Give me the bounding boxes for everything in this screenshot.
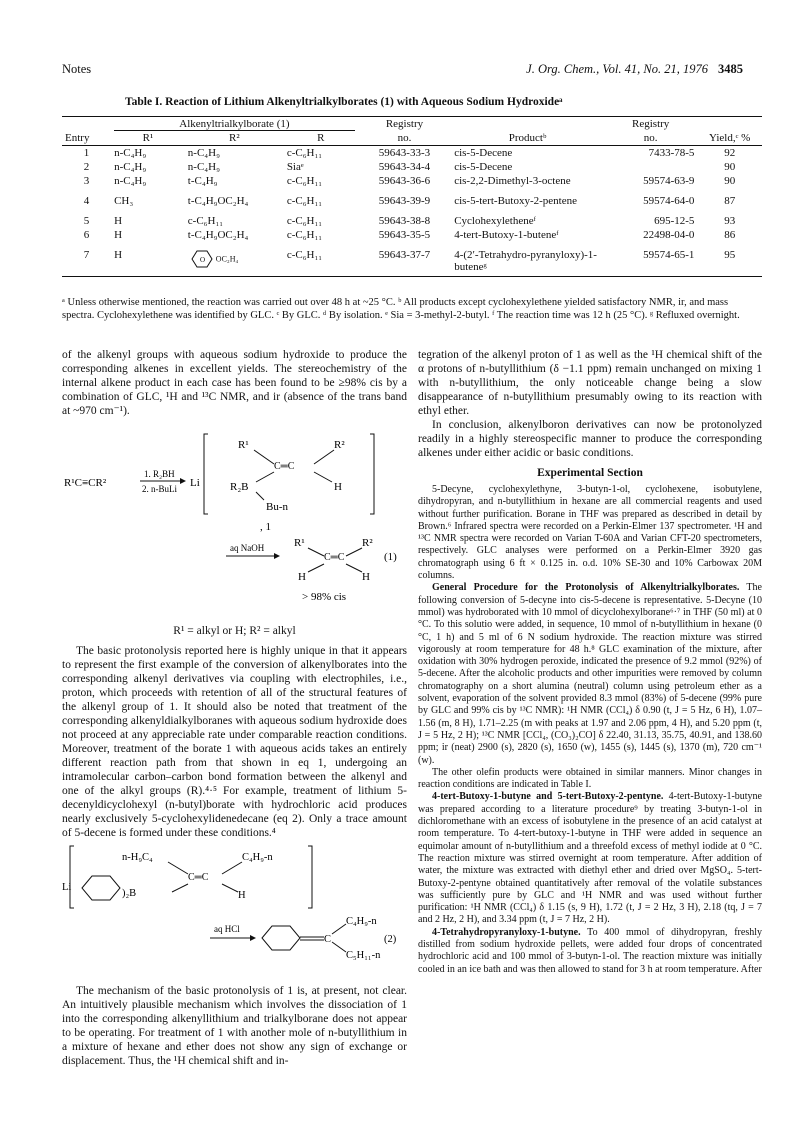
cell-yield: 87 [724,195,736,207]
scheme-definition [62,624,407,638]
paragraph: In conclusion, alkenylboron derivatives can now be protonolyzed readily in a highly stereospecific manner to produce the corresponding alkenes under either acidic or basic conditions. [418,419,762,459]
cell-r1: H [114,229,123,241]
prod-h2: H [362,571,370,583]
cell-r: Siaᵉ [286,161,304,173]
cell-r2 [185,248,284,277]
table-row [62,146,762,161]
table-row [62,194,762,208]
cell-reg: 59643-33-3 [378,147,431,159]
table-row [62,160,762,174]
r2b-label: R₂B [230,481,249,493]
cell-yield: 93 [724,215,736,227]
r1-label: R¹ [238,439,249,451]
cell-product: cis-5-tert-Butoxy-2-pentene [454,195,577,207]
cell-product: cis-5-Decene [454,161,513,173]
paragraph [418,582,762,766]
cell-r: c-C₆H₁₁ [286,229,323,241]
paragraph: 5-Decyne, cyclohexylethyne, 3-butyn-1-ol, cyclohexene, isobutylene, dihydropyran, and n-butyllithium in hexane are all commercial reagents and used without further purification. Borane in THF was prepared as described in detail by Brown.⁶ Infrared spectra were recorded on a Perkin-Elmer 137 spectrometer. ¹H and ¹³C NMR spectra were recorded on Varian T-60A and Varian CFT-20 spectrometers, respectively. GLC analyses were performed on a Perkin-Elmer 3920 gas chromatograph using 6 ft × 0.125 in. o.d. 10% SE-30 and 10% Carbowax 20M columns. [418,484,762,582]
registry-header-2: Registry [604,117,697,132]
cell-preg [604,160,697,174]
cell-preg: 59574-63-9 [643,175,695,187]
left-column-top [62,348,407,418]
section-heading: Experimental Section [537,467,643,479]
cell-r1: H [114,215,123,227]
cell-r1: n-C₄H₉ [114,161,147,173]
cis-label: > 98% cis [302,591,347,603]
col-product: Productᵇ [451,131,604,146]
paragraph-body: To 400 mmol of dihydropyran, freshly distilled from sodium hydroxide pellets, were added four drops of concentrated hydrochloric acid and 100 mmol of 3-butyn-1-ol. The reaction mixture was initially cooled in an ice bath and was then allowed to stand for 3 h at room temperature. After [418,926,762,975]
col-r: R [284,131,358,146]
paragraph: The mechanism of the basic protonolysis of 1 is, at present, not clear. An intuitively plausible mechanism which involves the dissociation of 1 into the corresponding alkenyllithium and trialkylborane does not appear to be operating. For treatment of 1 with another mole of n-butyllithium in a mixture of hexane and ether does not show any sign of exchange or displacement. Thus, the ¹H chemical shift and in- [62,985,407,1067]
cell-r1: n-C₄H₉ [114,175,147,187]
cell-yield: 90 [724,175,736,187]
cell-entry: 6 [83,229,90,241]
h-label-2: H [238,890,246,901]
cell-preg: 7433-78-5 [648,147,695,159]
scheme-eq2 [62,840,407,970]
cell-preg: 59574-65-1 [604,248,697,277]
paragraph-body: The following conversion of 5-decyne into cis-5-decene is representative. 5-Decyne (10 mmol) was hydroborated with 10 mmol of dicyclohexylborane⁶·⁷ in THF (50 ml) at 0 °C. To this solutio were added, in sequence, 10 mmol of n-butyllithium in hexane (0 °C, 1 h) and 5 ml of 6 N sodium hydroxide. The reaction mixture was stirred vigorously at room temperature for 48 h.⁸ GLC examination of the mixture, after oxidation with 30% hydrogen peroxide, indicated the presence of 9.2 mmol (92%) of 5-decene. After the alcoholic products and other impurities were removed by column chromatography on a short alumina (neutral) column using petroleum ether as a solvent, evaporation of the solvent provided 8.3 mmol (83%) of 5-decene (99% pure by GLC and 99% cis by ¹³C NMR): ¹H NMR (CCl₄) δ 0.90 (t, J = 5 Hz, 6 H), 1.07–1.56 (m, 8 H), 1.71–2.25 (m with peaks at 1.97 and 2.06 ppm, 4 H), and 5.20 ppm (t, J = 5 Hz, 2 H); ¹³C NMR [CCl₄, (CO₃)₂CO] δ 22.40, 31.13, 35.75, 40.91, and 138.60 ppm; ir (neat) 2900 (s), 2820 (s), 1650 (w), 1455 (s), 1445 (s), 1370 (m), 720 cm⁻¹ (w). [418,582,762,766]
cell-reg: 59643-36-6 [378,175,431,187]
right-column [418,348,762,976]
cell-product: 4-tert-Butoxy-1-buteneᶠ [454,229,559,241]
journal-citation: J. Org. Chem., Vol. 41, No. 21, 1976 [526,62,708,76]
bu-label: Bu-n [266,501,288,513]
cell-reg: 59643-39-9 [378,195,431,207]
paragraph-title: 4-Tetrahydropyranyloxy-1-butyne. [432,926,581,938]
thp-ring-icon [188,249,216,269]
cell-r2: t-C₄H₉ [187,175,218,187]
cell-entry: 3 [83,175,90,187]
reagent-1: 1. R₂BH [144,469,175,479]
col-yield: Yield,ᶜ % [697,131,762,146]
cell-r2: c-C₆H₁₁ [187,215,224,227]
cell-entry: 5 [83,215,90,227]
cell-entry: 7 [62,248,111,277]
table-row [62,214,762,228]
cell-r2: t-C₄H₉OC₂H₄ [187,195,249,207]
c4b-label: C₄H₉-n [346,916,377,927]
prod-r1: R¹ [294,537,305,549]
cell-entry: 2 [83,161,90,173]
cell-reg: 59643-38-8 [378,215,431,227]
svg-text:O: O [199,256,205,264]
reagent-2: 2. n-BuLi [142,484,177,494]
cell-preg: 22498-04-0 [643,229,695,241]
cell-reg: 59643-35-5 [378,229,431,241]
nh-label: n-H₉C₄ [122,852,153,863]
li-label-2: Li [62,882,72,893]
cell-r2: n-C₄H₉ [187,161,220,173]
cell-preg: 59574-64-0 [643,195,695,207]
svg-text:C═C: C═C [274,461,295,472]
table-footnote: ᵃ Unless otherwise mentioned, the reaction was carried out over 48 h at ~25 °C. ᵇ All products except cyclohexylethene yielded satisfactory NMR, ir, and mass spectra. Cyclohexylethene was identified by GLC. ᶜ By GLC. ᵈ By isolation. ᵉ Sia = 3-methyl-2-butyl. ᶠ The reaction time was 12 h (25 °C). ᵍ Refluxed overnight. [62,297,740,321]
running-header-left: Notes [62,62,92,76]
svg-text:C: C [324,934,332,945]
cell-r1: H [111,248,185,277]
paragraph-title: General Procedure for the Protonolysis of Alkenyltrialkylborates. [432,582,740,594]
col-r2: R² [185,131,284,146]
cell-r: c-C₆H₁₁ [286,195,323,207]
paragraph: The basic protonolysis reported here is highly unique in that it appears to represent the first example of the conversion of alkenylborates into the corresponding alkenyl derivatives via coupling with electrophiles, i.e., proton, which proceeds with retention of all of the structural features of the alkenyl group of 1. It should also be noted that treatment of the corresponding alkenyldialkylboranes with aqueous sodium hydroxide does not proceed at any appreciable rate under comparable reaction conditions. Moreover, treatment of the borate 1 with aqueous acids takes an entirely different reaction path from that shown in eq 1, undergoing an intramolecular carbon–carbon bond formation between the alkenyl and one of the alkyl groups (R).⁴·⁵ For example, treatment of lithium 5-decenyldicyclohexyl (n-butyl)borate with hydrochloric acid produces nearly exclusively 5-cyclohexylidenedecane (eq 2). Only a trace amount of 5-decene is formed under these conditions.⁴ [62,645,407,839]
c5-label: C₅H₁₁-n [346,950,381,961]
li-label: Li [190,477,200,489]
left-column-bottom [62,984,407,1068]
col-r1: R¹ [111,131,185,146]
cell-product: Cyclohexyletheneᶠ [454,215,536,227]
cell-r: c-C₆H₁₁ [286,215,323,227]
c4-label: C₄H₉-n [242,852,273,863]
paragraph: of the alkenyl groups with aqueous sodium hydroxide to produce the corresponding alkenes in excellent yields. The stereochemistry of the internal alkene product in each case has been found to be ≥98% cis by a combination of GLC, ¹H and ¹³C NMR, and ir (absence of the trans band at ~970 cm⁻¹). [62,349,407,417]
data-table [62,116,762,277]
scheme-def-text: R¹ = alkyl or H; R² = alkyl [173,625,296,637]
cell-preg: 695-12-5 [654,215,695,227]
table-row [62,248,762,277]
paragraph-body: 4-tert-Butoxy-1-butyne was prepared according to a literature procedure⁹ by treating 3-butyn-1-ol in dichloromethane with an excess of isobutylene in the presence of an acid catalyst at room temperature. To 4-tert-butoxy-1-butyne in THF were added in sequence an equimolar amount of n-butyllithium and a threefold excess of methyl iodide at 0 °C. The reaction mixture was stirred overnight at room temperature. After addition of water, the mixture was extracted with diethyl ether and dried over MgSO₄. 5-tert-Butoxy-2-pentyne obtained quantitatively after removal of the volatile substances was sufficiently pure by GLC and ¹H NMR and was used without further purification: ¹H NMR (CCl₄) δ 1.15 (s, 9 H), 1.72 (t, J = 2 Hz, 3 H), 2.18 (tq, J = 7 and 2 Hz, 2 H), and 3.34 ppm (t, J = 7 Hz, 2 H). [418,791,762,926]
running-header-right [526,62,743,77]
table-row [62,228,762,242]
cell-product: cis-2,2-Dimethyl-3-octene [454,175,571,187]
cell-yield: 86 [724,229,736,241]
h-label: H [334,481,342,493]
compound-1-label: , 1 [260,521,271,533]
prod-r2: R² [362,537,373,549]
paragraph: tegration of the alkenyl proton of 1 as well as the ¹H chemical shift of the α protons of n-butyllithium (δ −1.1 ppm) remain unchanged on mixing 1 with n-butyllithium, the only noticeable change being a slow disappearance of n-butyllithium presumably owing to its reaction with ethyl ether. [418,349,762,417]
cell-r: c-C₆H₁₁ [286,147,323,159]
b-label: )₂B [122,888,137,899]
cell-r2: n-C₄H₉ [187,147,220,159]
cell-yield: 90 [724,161,736,173]
thp-substituent: OC₂H₄ [215,254,239,264]
cell-product: 4-(2′-Tetrahydro-pyranyloxy)-1-buteneᵍ [451,248,604,277]
cell-r1: n-C₄H₉ [114,147,147,159]
naoh-label: aq NaOH [230,543,265,553]
paragraph-title: 4-tert-Butoxy-1-butyne and 5-tert-Butoxy-2-pentyne. [432,791,664,803]
paragraph: The other olefin products were obtained in similar manners. Minor changes in reaction conditions are indicated in Table I. [418,766,762,791]
paragraph [418,791,762,926]
registry-header-1: Registry [358,117,451,132]
left-column-mid [62,644,407,840]
group-header: Alkenyltrialkylborate (1) [114,118,355,131]
cell-reg: 59643-37-7 [358,248,451,277]
eq2-number: (2) [384,934,397,945]
scheme-eq1 [62,420,407,620]
eq1-number: (1) [384,551,397,563]
svg-text:C═C: C═C [188,872,209,883]
hcl-label: aq HCl [214,924,240,934]
page-number: 3485 [718,62,743,76]
col-registry-sub-2: no. [604,131,697,146]
cell-entry: 1 [83,147,90,159]
col-registry-sub-1: no. [358,131,451,146]
col-entry: Entry [62,131,111,146]
alkyne: R¹C≡CR² [64,477,107,489]
cell-r: c-C₆H₁₁ [284,248,358,277]
cell-yield: 95 [697,248,762,277]
cell-entry: 4 [83,195,90,207]
r2-label: R² [334,439,345,451]
paragraph [418,927,762,976]
cell-reg: 59643-34-4 [378,161,431,173]
cell-r: c-C₆H₁₁ [286,175,323,187]
prod-h1: H [298,571,306,583]
cell-r2: t-C₄H₉OC₂H₄ [187,229,249,241]
table-caption: Table I. Reaction of Lithium Alkenyltrialkylborates (1) with Aqueous Sodium Hydroxideᵃ [125,96,563,108]
svg-text:C═C: C═C [324,552,345,563]
cell-yield: 92 [724,147,736,159]
cell-product: cis-5-Decene [454,147,513,159]
cell-r1: CH₃ [114,195,134,207]
table-row [62,174,762,188]
